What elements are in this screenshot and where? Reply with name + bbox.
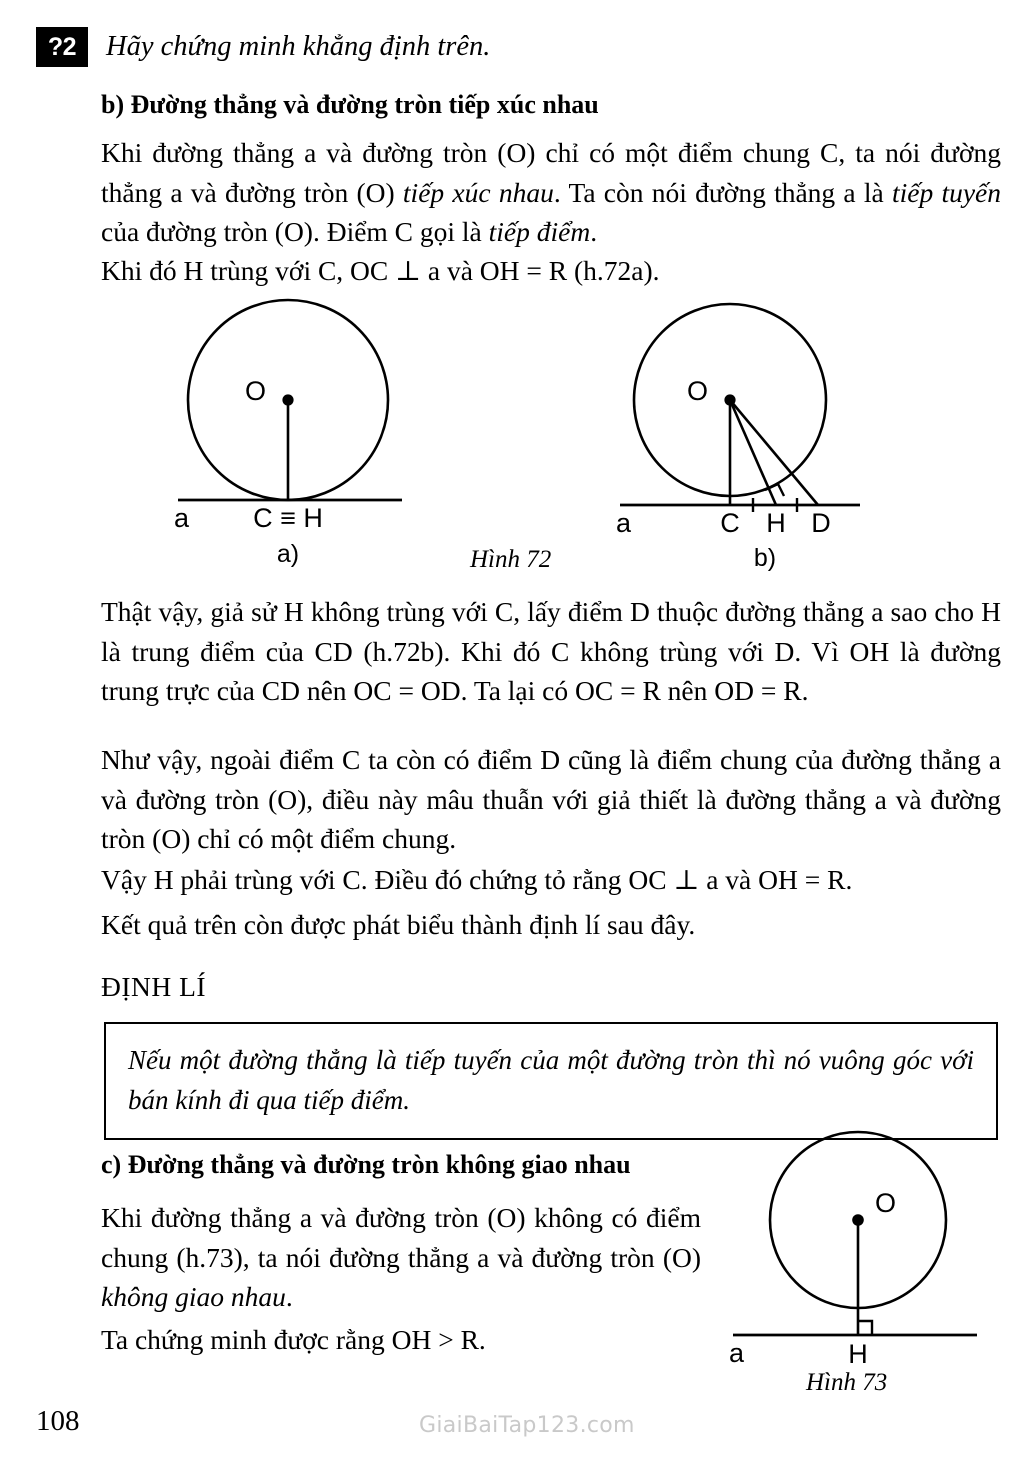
watermark: GiaiBaiTap123.com (419, 1413, 635, 1438)
sb-p1-t1: Khi đường thẳng a và đường tròn (O) chỉ có một điểm chung C, ta nói đường thẳng a và đường tròn (O) (101, 137, 1001, 208)
proof-paragraph-3-wrap (101, 860, 1001, 900)
proof-paragraph-4: Kết quả trên còn được phát biểu thành định lí sau đây. (101, 909, 696, 940)
proof-paragraph-1-wrap (101, 592, 1001, 711)
center-point-o-72a (282, 394, 293, 405)
proof-paragraph-4-wrap (101, 905, 1001, 945)
theorem-text: Nếu một đường thẳng là tiếp tuyến của một đường tròn thì nó vuông góc với bán kính đi qua tiếp điểm. (128, 1045, 974, 1115)
section-b-paragraph-1 (101, 133, 1001, 252)
sb-p1-em3: tiếp điểm (488, 216, 591, 247)
section-b-heading: b) Đường thẳng và đường tròn tiếp xúc nhau (101, 90, 599, 119)
label-line-a-72a: a (174, 503, 190, 533)
proof-paragraph-2-wrap (101, 740, 1001, 859)
section-c-heading: c) Đường thẳng và đường tròn không giao nhau (101, 1150, 631, 1179)
label-line-a-72b: a (616, 508, 632, 538)
sb-p1-t3: của đường tròn (O). Điểm C gọi là (101, 216, 489, 247)
sb-p1-em2: tiếp tuyến (891, 176, 1002, 208)
label-line-a-73: a (729, 1338, 745, 1368)
theorem-box (104, 1022, 998, 1140)
label-point-d-72b: D (811, 508, 831, 538)
sc-p1-t1: Khi đường thẳng a và đường tròn (O) không có điểm chung (h.73), ta nói đường thẳng a và đường tròn (O) (101, 1202, 701, 1273)
sb-p1-t2: . Ta còn nói đường thẳng a là (553, 176, 892, 208)
proof-paragraph-1: Thật vậy, giả sử H không trùng với C, lấy điểm D thuộc đường thẳng a sao cho H là trung điểm của CD (h.72b). Khi đó C không trùng với D. Vì OH là đường trung trực của CD nên OC = OD. Ta lại có OC = R nên OD = R. (101, 596, 1001, 706)
question-row (36, 27, 986, 73)
sb-p1-em1: tiếp xúc nhau (402, 176, 554, 208)
label-center-o-72a: O (244, 376, 266, 406)
label-subfigure-b: b) (753, 544, 777, 572)
label-subfigure-a: a) (276, 540, 300, 568)
section-c-paragraph-1 (101, 1198, 701, 1317)
sc-p1-t2: . (285, 1281, 293, 1312)
theorem-heading: ĐỊNH LÍ (101, 971, 207, 1002)
section-c-paragraph-2-wrap (101, 1320, 701, 1360)
right-angle-mark-73 (858, 1321, 872, 1335)
label-point-h-72b: H (766, 508, 786, 538)
label-tangent-point-72a: C ≡ H (253, 503, 323, 533)
label-foot-h-73: H (848, 1339, 868, 1369)
sc-p1-em1: không giao nhau (101, 1281, 286, 1312)
label-point-c-72b: C (720, 508, 740, 538)
figure-72a (160, 300, 420, 568)
center-point-o-72b (724, 394, 735, 405)
section-b-heading-wrap (101, 88, 1001, 122)
question-badge: ?2 (36, 27, 88, 67)
center-point-o-73 (852, 1214, 864, 1226)
proof-paragraph-2: Như vậy, ngoài điểm C ta còn có điểm D cũng là điểm chung của đường thẳng a và đường tròn (O), điều này mâu thuẫn với giả thiết là đường thẳng a và đường tròn (O) chỉ có một điểm chung. (101, 744, 1001, 854)
page-number: 108 (36, 1405, 80, 1437)
figure-72b (605, 300, 885, 572)
section-b-paragraph-1-wrap (101, 133, 1001, 252)
section-c-paragraph-2: Ta chứng minh được rằng OH > R. (101, 1324, 486, 1355)
figure-73-caption: Hình 73 (806, 1369, 888, 1396)
proof-paragraph-3: Vậy H phải trùng với C. Điều đó chứng tỏ rằng OC ⊥ a và OH = R. (101, 864, 853, 895)
section-b-paragraph-2: Khi đó H trùng với C, OC ⊥ a và OH = R (h.72a). (101, 255, 660, 286)
sb-p1-t4: . (590, 216, 598, 247)
figure-73 (715, 1132, 1005, 1372)
figure-72-caption: Hình 72 (470, 546, 552, 573)
question-text: Hãy chứng minh khẳng định trên. (106, 31, 491, 62)
segment-od-72b (730, 400, 818, 505)
section-c-heading-wrap (101, 1148, 741, 1182)
section-b-paragraph-2-wrap (101, 251, 1001, 291)
label-center-o-73: O (875, 1188, 897, 1218)
label-center-o-72b: O (686, 376, 708, 406)
section-c-paragraph-1-wrap (101, 1198, 701, 1317)
